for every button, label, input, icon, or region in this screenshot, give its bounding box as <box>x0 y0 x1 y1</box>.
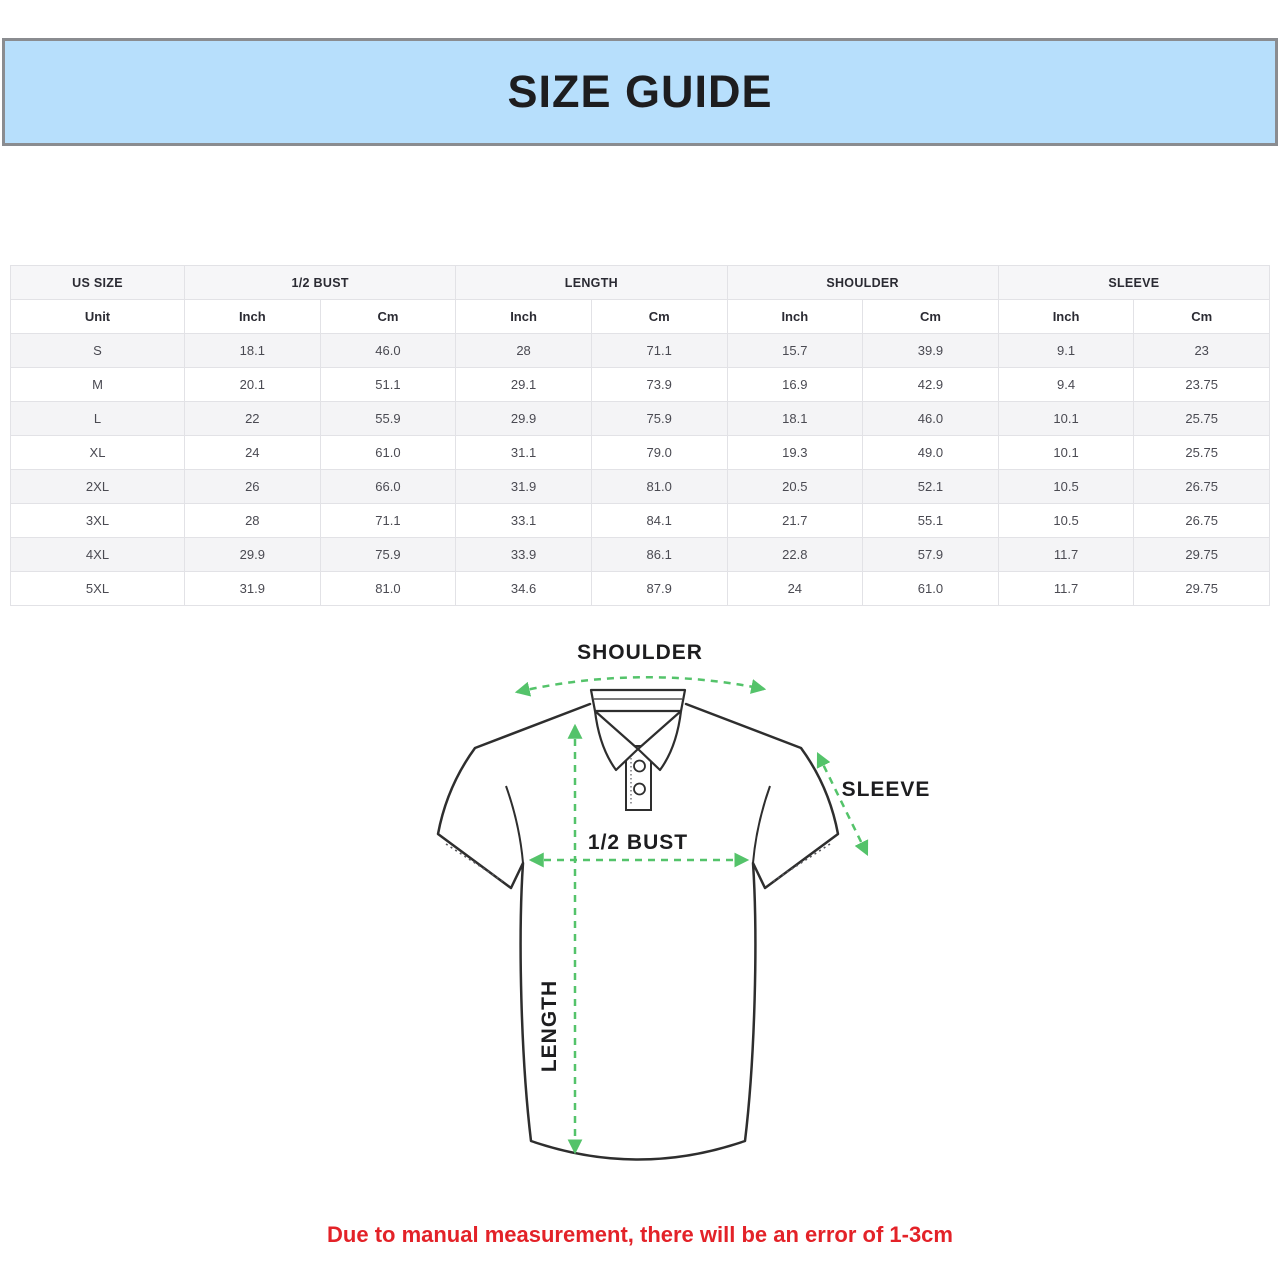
table-cell: 34.6 <box>456 572 592 606</box>
table-cell: 73.9 <box>591 368 727 402</box>
table-cell: 25.75 <box>1134 436 1270 470</box>
table-cell: 55.1 <box>863 504 999 538</box>
table-row <box>11 572 1270 606</box>
table-cell: 11.7 <box>998 572 1134 606</box>
unit-header: Inch <box>998 300 1134 334</box>
table-cell: 71.1 <box>320 504 456 538</box>
table-cell: 57.9 <box>863 538 999 572</box>
table-cell: 26 <box>185 470 321 504</box>
table-cell: 75.9 <box>320 538 456 572</box>
unit-header: Inch <box>456 300 592 334</box>
table-cell: 42.9 <box>863 368 999 402</box>
table-row <box>11 504 1270 538</box>
table-cell: 61.0 <box>320 436 456 470</box>
table-cell: 23 <box>1134 334 1270 368</box>
table-cell: 79.0 <box>591 436 727 470</box>
table-cell: 81.0 <box>591 470 727 504</box>
table-cell: 51.1 <box>320 368 456 402</box>
table-unit-row <box>11 300 1270 334</box>
table-cell: 28 <box>185 504 321 538</box>
table-cell: 26.75 <box>1134 504 1270 538</box>
table-cell: 71.1 <box>591 334 727 368</box>
table-cell: 15.7 <box>727 334 863 368</box>
table-cell: 46.0 <box>863 402 999 436</box>
table-cell: 75.9 <box>591 402 727 436</box>
size-label: 4XL <box>11 538 185 572</box>
table-cell: 25.75 <box>1134 402 1270 436</box>
sleeve-label: SLEEVE <box>841 778 931 801</box>
size-table <box>10 265 1270 606</box>
table-cell: 66.0 <box>320 470 456 504</box>
column-header-us-size: US SIZE <box>11 266 185 300</box>
table-row <box>11 470 1270 504</box>
unit-header: Inch <box>185 300 321 334</box>
size-label: L <box>11 402 185 436</box>
table-group-header-row <box>11 266 1270 300</box>
size-label: XL <box>11 436 185 470</box>
unit-header: Unit <box>11 300 185 334</box>
table-cell: 31.1 <box>456 436 592 470</box>
size-label: 2XL <box>11 470 185 504</box>
button-icon <box>634 784 645 795</box>
size-table-container <box>10 265 1270 606</box>
table-cell: 18.1 <box>185 334 321 368</box>
table-cell: 55.9 <box>320 402 456 436</box>
table-cell: 29.75 <box>1134 572 1270 606</box>
table-cell: 11.7 <box>998 538 1134 572</box>
polo-shirt-diagram <box>418 638 940 1200</box>
table-cell: 33.1 <box>456 504 592 538</box>
button-icon <box>634 761 645 772</box>
table-cell: 29.9 <box>456 402 592 436</box>
table-cell: 31.9 <box>456 470 592 504</box>
table-cell: 22.8 <box>727 538 863 572</box>
table-cell: 23.75 <box>1134 368 1270 402</box>
table-cell: 16.9 <box>727 368 863 402</box>
size-guide-banner <box>2 38 1278 146</box>
page-title: SIZE GUIDE <box>507 66 773 117</box>
table-cell: 10.5 <box>998 504 1134 538</box>
size-label: 3XL <box>11 504 185 538</box>
table-cell: 29.9 <box>185 538 321 572</box>
unit-header: Cm <box>863 300 999 334</box>
column-header-shoulder: SHOULDER <box>727 266 998 300</box>
table-cell: 33.9 <box>456 538 592 572</box>
table-cell: 22 <box>185 402 321 436</box>
table-cell: 49.0 <box>863 436 999 470</box>
table-cell: 10.5 <box>998 470 1134 504</box>
table-row <box>11 402 1270 436</box>
unit-header: Cm <box>320 300 456 334</box>
table-cell: 61.0 <box>863 572 999 606</box>
table-cell: 24 <box>727 572 863 606</box>
size-label: M <box>11 368 185 402</box>
table-cell: 21.7 <box>727 504 863 538</box>
table-cell: 84.1 <box>591 504 727 538</box>
table-cell: 52.1 <box>863 470 999 504</box>
table-row <box>11 334 1270 368</box>
column-header-sleeve: SLEEVE <box>998 266 1269 300</box>
table-cell: 20.1 <box>185 368 321 402</box>
length-label: LENGTH <box>538 979 561 1073</box>
table-cell: 86.1 <box>591 538 727 572</box>
table-cell: 24 <box>185 436 321 470</box>
table-row <box>11 436 1270 470</box>
table-cell: 39.9 <box>863 334 999 368</box>
table-cell: 10.1 <box>998 402 1134 436</box>
table-cell: 10.1 <box>998 436 1134 470</box>
unit-header: Inch <box>727 300 863 334</box>
table-cell: 81.0 <box>320 572 456 606</box>
table-row <box>11 368 1270 402</box>
table-cell: 87.9 <box>591 572 727 606</box>
size-label: 5XL <box>11 572 185 606</box>
table-cell: 28 <box>456 334 592 368</box>
shirt-measurement-diagram <box>418 638 940 1200</box>
table-cell: 9.1 <box>998 334 1134 368</box>
size-label: S <box>11 334 185 368</box>
table-cell: 46.0 <box>320 334 456 368</box>
table-cell: 31.9 <box>185 572 321 606</box>
unit-header: Cm <box>591 300 727 334</box>
table-cell: 19.3 <box>727 436 863 470</box>
bust-label: 1/2 BUST <box>587 831 689 854</box>
column-header-half-bust: 1/2 BUST <box>185 266 456 300</box>
measurement-disclaimer: Due to manual measurement, there will be an error of 1-3cm <box>327 1222 953 1247</box>
column-header-length: LENGTH <box>456 266 727 300</box>
shoulder-label: SHOULDER <box>577 641 703 664</box>
table-cell: 29.1 <box>456 368 592 402</box>
table-cell: 20.5 <box>727 470 863 504</box>
table-cell: 9.4 <box>998 368 1134 402</box>
table-row <box>11 538 1270 572</box>
unit-header: Cm <box>1134 300 1270 334</box>
table-cell: 29.75 <box>1134 538 1270 572</box>
table-cell: 18.1 <box>727 402 863 436</box>
table-cell: 26.75 <box>1134 470 1270 504</box>
